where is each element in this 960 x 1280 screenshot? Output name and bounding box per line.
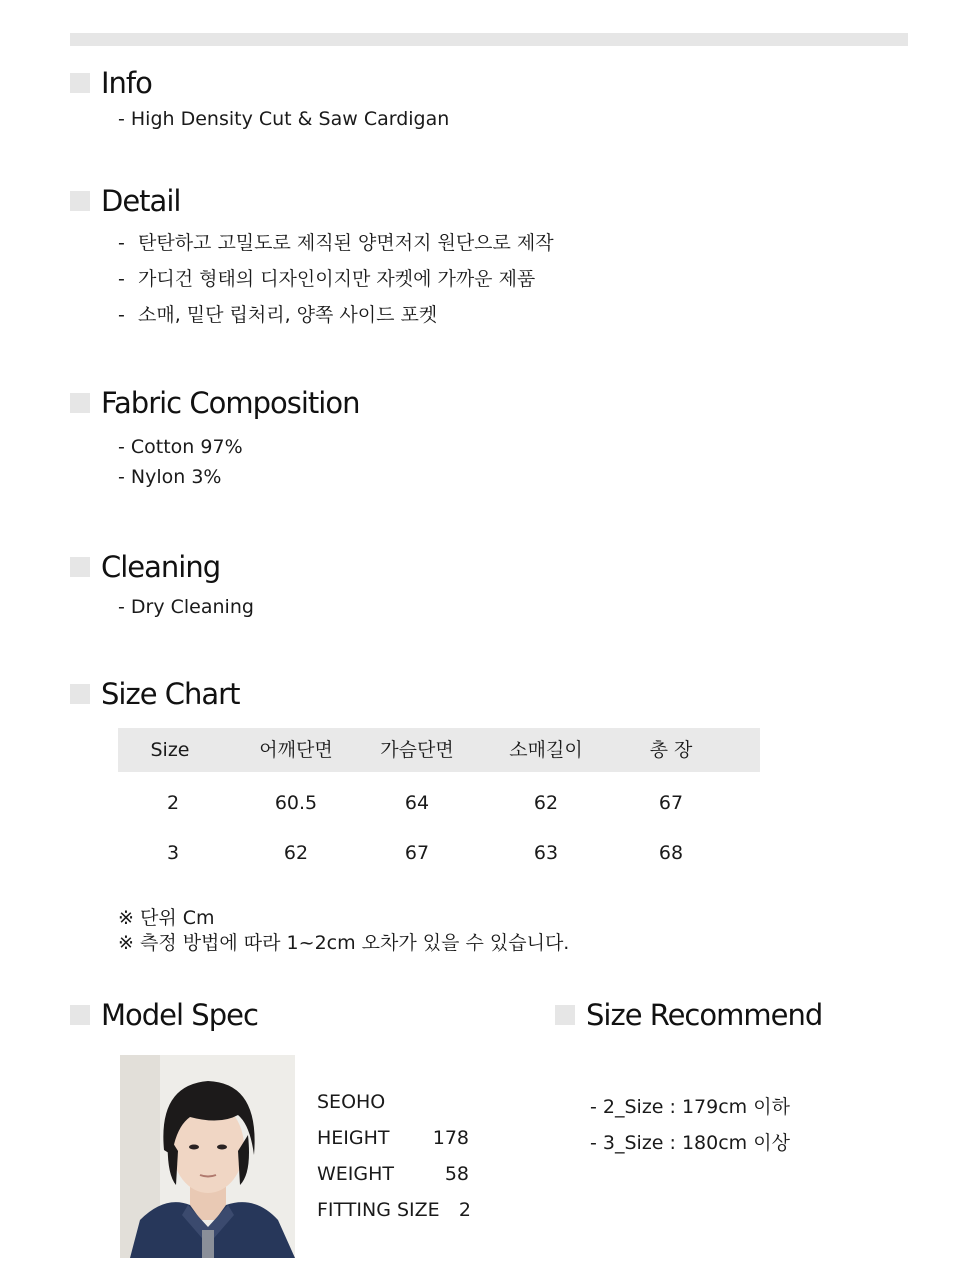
spec-value-height: 178 <box>432 1127 469 1149</box>
top-divider-bar <box>70 33 908 46</box>
table-cell: 62 <box>533 792 559 814</box>
section-square-icon <box>70 73 90 93</box>
section-square-icon <box>70 393 90 413</box>
section-square-icon <box>70 684 90 704</box>
table-cell: 63 <box>533 842 559 864</box>
header-cell-chest: 가슴단면 <box>380 739 454 761</box>
detail-line <box>118 228 554 255</box>
table-cell: 2 <box>166 792 180 814</box>
section-square-icon <box>70 191 90 211</box>
table-row <box>118 828 760 878</box>
spec-label-weight: WEIGHT <box>317 1163 395 1185</box>
size-table-header <box>118 728 760 772</box>
size-recommend-title: Size Recommend <box>586 998 823 1032</box>
header-cell-length: 총 장 <box>649 739 693 761</box>
section-title-info <box>70 66 152 100</box>
table-row <box>118 778 760 828</box>
size-note-tolerance: ※ 측정 방법에 따라 1~2cm 오차가 있을 수 있습니다. <box>118 932 570 954</box>
table-cell: 64 <box>404 792 430 814</box>
table-cell: 3 <box>166 842 180 864</box>
header-cell-sleeve: 소매길이 <box>509 739 583 761</box>
fabric-title: Fabric Composition <box>101 386 360 420</box>
info-title: Info <box>101 66 152 100</box>
detail-bullet: - <box>118 268 125 290</box>
size-recommend-line: - 2_Size : 179cm 이하 <box>590 1096 790 1118</box>
cleaning-line: - Dry Cleaning <box>118 596 254 618</box>
info-line: - High Density Cut & Saw Cardigan <box>118 108 450 130</box>
model-portrait-illustration <box>120 1055 295 1258</box>
table-cell: 67 <box>404 842 430 864</box>
detail-bullet: - <box>118 304 125 326</box>
model-photo <box>120 1055 295 1258</box>
detail-text: 탄탄하고 고밀도로 제직된 양면저지 원단으로 제작 <box>138 232 554 254</box>
size-recommend-line: - 3_Size : 180cm 이상 <box>590 1132 790 1154</box>
section-title-size-recommend <box>555 998 822 1032</box>
spec-value-weight: 58 <box>444 1163 469 1185</box>
section-title-model-spec <box>70 998 258 1032</box>
section-title-detail <box>70 184 180 218</box>
spec-label-height: HEIGHT <box>317 1127 390 1149</box>
detail-bullet: - <box>118 232 125 254</box>
cleaning-title: Cleaning <box>101 550 221 584</box>
model-name: SEOHO <box>317 1091 386 1113</box>
section-square-icon <box>70 1005 90 1025</box>
section-square-icon <box>70 557 90 577</box>
fabric-line: - Nylon 3% <box>118 466 222 488</box>
table-cell: 67 <box>658 792 684 814</box>
spec-label-fitting-size: FITTING SIZE <box>317 1199 440 1221</box>
section-square-icon <box>555 1005 575 1025</box>
header-cell-size: Size <box>150 739 190 761</box>
section-title-fabric <box>70 386 359 420</box>
detail-text: 소매, 밑단 립처리, 양쪽 사이드 포켓 <box>138 304 438 326</box>
section-title-size-chart <box>70 677 239 711</box>
size-note-unit: ※ 단위 Cm <box>118 907 215 929</box>
spec-value-fitting-size: 2 <box>458 1199 471 1221</box>
table-cell: 60.5 <box>274 792 318 814</box>
size-chart-table <box>118 728 760 878</box>
size-chart-title: Size Chart <box>101 677 240 711</box>
table-cell: 62 <box>283 842 309 864</box>
fabric-line: - Cotton 97% <box>118 436 243 458</box>
section-title-cleaning <box>70 550 220 584</box>
detail-title: Detail <box>101 184 181 218</box>
model-spec-title: Model Spec <box>101 998 258 1032</box>
table-cell: 68 <box>658 842 684 864</box>
detail-line <box>118 300 437 327</box>
header-cell-shoulder: 어깨단면 <box>259 739 333 761</box>
detail-line <box>118 264 535 291</box>
detail-text: 가디건 형태의 디자인이지만 자켓에 가까운 제품 <box>138 268 536 290</box>
